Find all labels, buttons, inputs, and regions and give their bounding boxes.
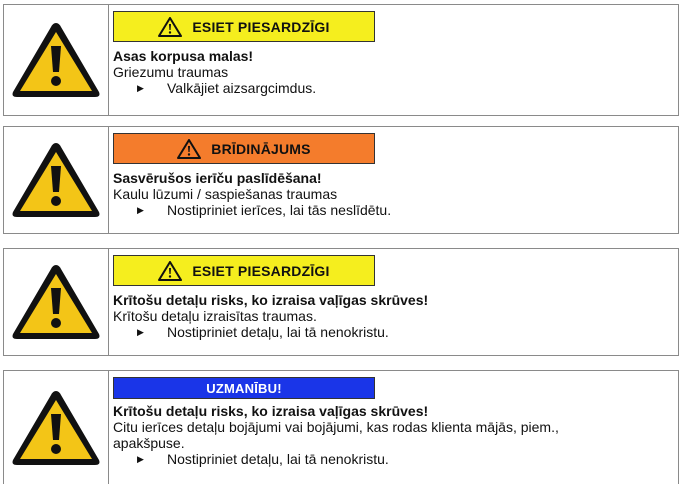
hazard-title: Krītošu detaļu risks, ko izraisa vaļīgas skrūves! (113, 292, 429, 308)
hazard-title: Asas korpusa malas! (113, 48, 254, 64)
caution-banner (113, 11, 375, 42)
action-text: Nostipriniet ierīces, lai tās neslīdētu. (167, 202, 392, 218)
action-item (113, 202, 672, 218)
notice-body (113, 133, 672, 218)
banner-label: UZMANĪBU! (206, 380, 282, 396)
action-text: Nostipriniet detaļu, lai tā nenokristu. (167, 451, 389, 467)
warning-notice-slipping (3, 126, 679, 234)
caution-notice-falling-parts (3, 248, 679, 356)
warning-triangle-small-icon (177, 139, 201, 159)
icon-cell (4, 371, 109, 484)
bullet-arrow-icon: ▶ (137, 454, 144, 464)
notice-body (113, 377, 672, 467)
warning-triangle-small-icon (158, 261, 182, 281)
action-text: Valkājiet aizsargcimdus. (167, 80, 317, 96)
warning-triangle-icon (10, 140, 102, 220)
hazard-consequence: Citu ierīces detaļu bojājumi vai bojājumi, kas rodas klienta mājās, piem., (113, 419, 559, 435)
banner-label: ESIET PIESARDZĪGI (192, 262, 330, 279)
hazard-consequence-continued: apakšpuse. (113, 435, 185, 451)
notice-banner (113, 377, 375, 399)
warning-triangle-icon (10, 262, 102, 342)
icon-cell (4, 249, 109, 355)
icon-cell (4, 127, 109, 233)
notice-body (113, 255, 672, 340)
hazard-title: Sasvērušos ierīču paslīdēšana! (113, 170, 322, 186)
banner-label: BRĪDINĀJUMS (211, 140, 311, 157)
notice-falling-parts-damage (3, 370, 679, 484)
bullet-arrow-icon: ▶ (137, 327, 144, 337)
action-item (113, 324, 672, 340)
warning-triangle-icon (10, 20, 102, 100)
warning-triangle-small-icon (158, 17, 182, 37)
action-item (113, 451, 672, 467)
hazard-consequence: Kaulu lūzumi / saspiešanas traumas (113, 186, 338, 202)
hazard-consequence: Krītošu detaļu izraisītas traumas. (113, 308, 317, 324)
warning-banner (113, 133, 375, 164)
caution-banner (113, 255, 375, 286)
hazard-title: Krītošu detaļu risks, ko izraisa vaļīgas skrūves! (113, 403, 429, 419)
notice-body (113, 11, 672, 96)
action-text: Nostipriniet detaļu, lai tā nenokristu. (167, 324, 389, 340)
caution-notice-sharp-edges (3, 4, 679, 116)
hazard-consequence: Griezumu traumas (113, 64, 229, 80)
warning-triangle-icon (10, 388, 102, 468)
action-item (113, 80, 672, 96)
bullet-arrow-icon: ▶ (137, 205, 144, 215)
icon-cell (4, 5, 109, 115)
bullet-arrow-icon: ▶ (137, 83, 144, 93)
banner-label: ESIET PIESARDZĪGI (192, 18, 330, 35)
